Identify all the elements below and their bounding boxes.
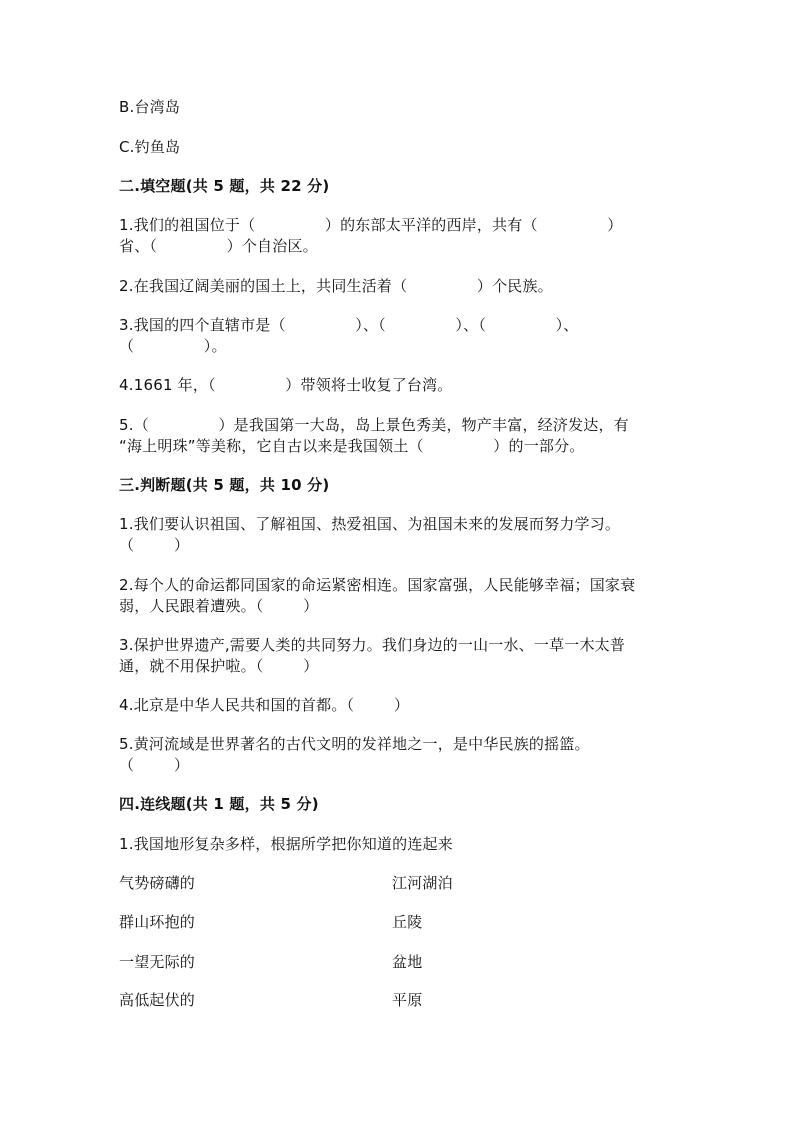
judge-q2-line2: 弱，人民跟着遭殃。（ ） [119,597,319,615]
section4-heading: 四.连线题(共 1 题，共 5 分) [119,795,319,813]
judge-q4-line1: 4.北京是中华人民共和国的首都。（ ） [119,696,410,714]
match-right-item: 江河湖泊 [392,874,453,892]
judge-q1-line1: 1.我们要认识祖国、了解祖国、热爱祖国、为祖国未来的发展而努力学习。 [119,515,621,533]
match-left-item: 气势磅礴的 [119,874,196,892]
match-left-item: 一望无际的 [119,953,196,971]
option-b: B.台湾岛 [119,98,181,116]
match-right-item: 丘陵 [392,913,423,931]
fill-q1-line2: 省、（ ）个自治区。 [119,237,318,255]
match-left-item: 高低起伏的 [119,991,196,1009]
fill-q3-line1: 3.我国的四个直辖市是（ ）、（ ）、（ ）、 [119,316,579,334]
match-q1: 1.我国地形复杂多样，根据所学把你知道的连起来 [119,835,453,853]
fill-q5-line1: 5.（ ）是我国第一大岛，岛上景色秀美，物产丰富，经济发达，有 [119,416,629,434]
judge-q5-line2: （ ） [119,756,190,774]
match-right-item: 平原 [392,991,423,1009]
fill-q4-line1: 4.1661 年，（ ）带领将士收复了台湾。 [119,376,453,394]
match-left-item: 群山环抱的 [119,913,196,931]
judge-q2-line1: 2.每个人的命运都同国家的命运紧密相连。国家富强，人民能够幸福；国家衰 [119,576,636,594]
section2-heading: 二.填空题(共 5 题，共 22 分) [119,177,330,195]
match-right-item: 盆地 [392,953,423,971]
judge-q3-line1: 3.保护世界遗产,需要人类的共同努力。我们身边的一山一水、一草一木太普 [119,636,626,654]
fill-q1-line1: 1.我们的祖国位于（ ）的东部太平洋的西岸，共有（ ） [119,216,623,234]
judge-q3-line2: 通，就不用保护啦。（ ） [119,657,319,675]
fill-q5-line2: “海上明珠”等美称，它自古以来是我国领土（ ）的一部分。 [119,437,585,455]
judge-q1-line2: （ ） [119,536,190,554]
judge-q5-line1: 5.黄河流域是世界著名的古代文明的发祥地之一，是中华民族的摇篮。 [119,735,590,753]
fill-q2-line1: 2.在我国辽阔美丽的国土上，共同生活着（ ）个民族。 [119,277,553,295]
option-c: C.钓鱼岛 [119,138,181,156]
fill-q3-line2: （ ）。 [119,337,227,355]
section3-heading: 三.判断题(共 5 题，共 10 分) [119,476,330,494]
